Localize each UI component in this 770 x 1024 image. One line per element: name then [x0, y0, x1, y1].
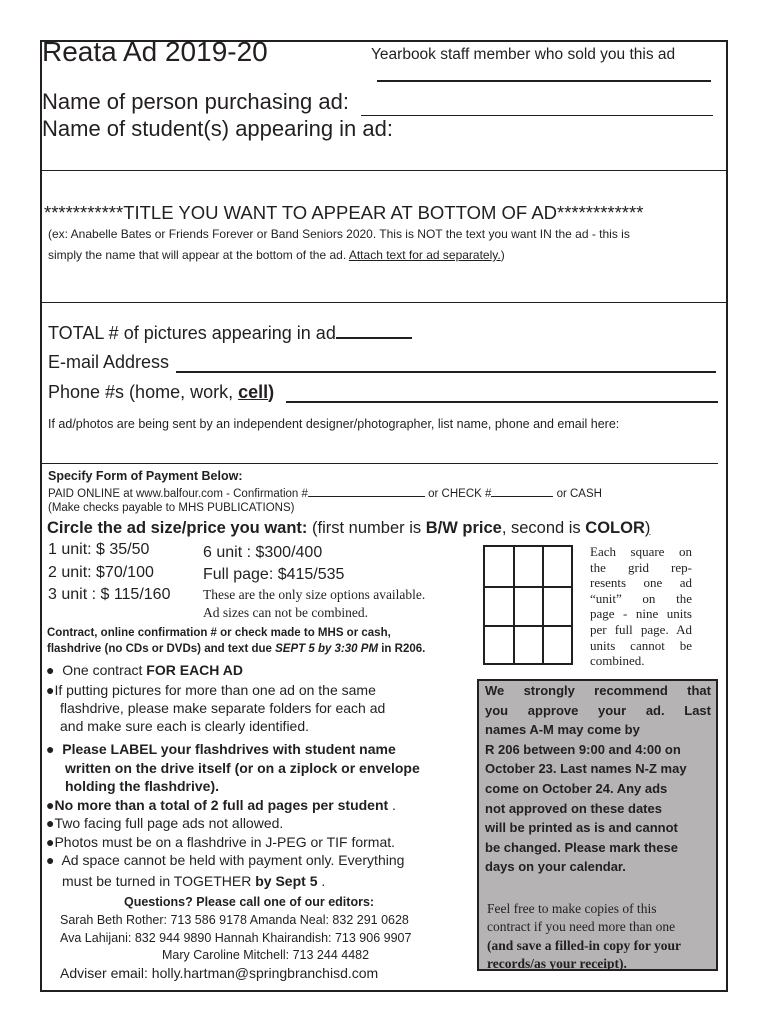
notice-line: be changed. Please mark these: [485, 839, 678, 855]
bullet-facing-pages: ●Two facing full page ads not allowed.: [46, 815, 284, 831]
grid-note: [590, 544, 692, 669]
notice-line: not approved on these dates: [485, 800, 662, 816]
bullet-3-line2: written on the drive itself (or on a ziplock or envelope: [65, 760, 420, 776]
attach-text-note: Attach text for ad separately.: [348, 248, 501, 262]
no-combine-note: Ad sizes can not be combined.: [203, 605, 368, 620]
copies-line1: Feel free to make copies of this: [487, 901, 657, 916]
bullet-1-bold: FOR EACH AD: [146, 662, 243, 678]
email-field[interactable]: [176, 371, 716, 373]
purchaser-label: Name of person purchasing ad:: [42, 89, 349, 114]
bullet-7-end: .: [317, 873, 326, 889]
pictures-row: [48, 321, 412, 344]
bullet-2-line1: If putting pictures for more than one ad on the same: [54, 682, 376, 698]
notice-line: you approve your ad. Last: [485, 702, 711, 718]
title-heading: ***********TITLE YOU WANT TO APPEAR AT BOTTOM OF AD************: [44, 202, 644, 223]
bullet-separate-folders: ●If putting pictures for more than one ad on the same: [46, 682, 376, 698]
bw-price-label: B/W price: [425, 519, 502, 537]
editors-line1: Sarah Beth Rother: 713 586 9178 Amanda Neal: 832 291 0628: [60, 913, 409, 927]
notice-line: come on October 24. Any ads: [485, 780, 668, 796]
purchaser-line[interactable]: [361, 115, 713, 116]
designer-note: If ad/photos are being sent by an independent designer/photographer, list name, phone and email here:: [48, 417, 620, 431]
size-heading-part2: , second is: [501, 519, 586, 537]
bullet-max-pages: ●No more than a total of 2 full ad pages per student .: [46, 797, 396, 813]
check-label: or CHECK #: [424, 488, 492, 500]
staff-line[interactable]: [377, 80, 711, 82]
grid-note-line: units cannot be: [590, 637, 692, 653]
designer-line[interactable]: [42, 463, 718, 464]
notice-line: October 23. Last names N-Z may: [485, 761, 687, 777]
save-copy-line2: records/as your receipt).: [487, 956, 627, 971]
editors-heading: Questions? Please call one of our editors:: [124, 895, 375, 909]
bullet-5-text: Two facing full page ads not allowed.: [54, 815, 284, 831]
bullet-1-prefix: One contract: [62, 662, 147, 678]
staff-label: Yearbook staff member who sold you this ad: [371, 46, 676, 63]
size-option-3-unit[interactable]: 3 unit : $ 115/160: [48, 586, 171, 603]
ad-unit-grid: [483, 545, 573, 665]
size-heading: [47, 519, 650, 538]
approval-notice-text: [485, 681, 711, 877]
grid-note-line: Each square on: [590, 544, 692, 559]
bullet-label-flashdrives: ● Please LABEL your flashdrives with student name: [46, 741, 396, 757]
bullet-7-bold: by Sept 5: [255, 873, 318, 889]
form-title: Reata Ad 2019-20: [42, 36, 268, 67]
size-option-full-page[interactable]: Full page: $415/535: [203, 566, 345, 583]
deadline-line1: Contract, online confirmation # or check made to MHS or cash,: [47, 627, 391, 639]
bullet-7-line2: [62, 873, 325, 889]
notice-line: We strongly recommend that: [485, 683, 711, 698]
students-label: Name of student(s) appearing in ad:: [42, 116, 393, 141]
phone-field[interactable]: [286, 401, 718, 403]
bullet-photo-format: ●Photos must be on a flashdrive in J-PEG or TIF format.: [46, 834, 396, 850]
bullet-ad-space: ● Ad space cannot be held with payment only. Everything: [46, 852, 405, 868]
bullet-2-line2: flashdrive, please make separate folders for each ad: [60, 700, 386, 716]
grid-note-line: combined.: [590, 653, 645, 669]
grid-note-line: the grid rep-: [590, 559, 692, 575]
bullet-3-line1: Please LABEL your flashdrives with student name: [62, 741, 396, 757]
size-heading-bold: Circle the ad size/price you want:: [47, 519, 308, 537]
check-field[interactable]: [491, 486, 553, 497]
bullet-4-bold: No more than a total of 2 full ad pages per student: [54, 797, 389, 813]
notice-line: R 206 between 9:00 and 4:00 on: [485, 741, 681, 757]
deadline-line2: [47, 643, 425, 655]
bullet-7-line1: Ad space cannot be held with payment only. Everything: [61, 852, 405, 868]
adviser-email[interactable]: Adviser email: holly.hartman@springbranchisd.com: [60, 965, 379, 981]
save-copy-line1: (and save a filled-in copy for your: [487, 938, 682, 953]
bullet-2-line3: and make sure each is clearly identified.: [60, 718, 310, 734]
only-sizes-note: These are the only size options available.: [203, 587, 426, 602]
phone-label-cell: cell: [238, 382, 269, 402]
size-heading-end: ): [644, 519, 651, 537]
phone-label: [48, 382, 274, 403]
bullet-3-line3: holding the flashdrive).: [65, 778, 220, 794]
confirmation-field[interactable]: [308, 486, 425, 497]
title-line[interactable]: [42, 302, 726, 303]
bullet-6-text: Photos must be on a flashdrive in J-PEG or TIF format.: [54, 834, 396, 850]
editors-line3: Mary Caroline Mitchell: 713 244 4482: [162, 948, 370, 962]
bullet-7-prefix: must be turned in TOGETHER: [62, 873, 256, 889]
size-option-2-unit[interactable]: 2 unit: $70/100: [48, 564, 154, 581]
size-heading-part1: (first number is: [307, 519, 426, 537]
phone-label-suffix: ): [268, 382, 275, 402]
cash-label: or CASH: [553, 488, 602, 500]
size-option-1-unit[interactable]: 1 unit: $ 35/50: [48, 541, 150, 558]
deadline-date: SEPT 5 by 3:30 PM: [275, 643, 379, 655]
bullet-one-contract: ● One contract FOR EACH AD: [46, 662, 243, 678]
payment-line: [48, 486, 602, 500]
phone-label-prefix: Phone #s (home, work,: [48, 382, 239, 402]
notice-line: names A-M may come by: [485, 722, 640, 738]
size-option-6-unit[interactable]: 6 unit : $300/400: [203, 544, 323, 561]
grid-note-line: per full page. Ad: [590, 621, 692, 637]
notice-line: will be printed as is and cannot: [485, 820, 678, 836]
grid-note-line: resents one ad: [590, 575, 692, 591]
example-line2-prefix: simply the name that will appear at the bottom of the ad.: [48, 248, 349, 262]
title-example-line1: (ex: Anabelle Bates or Friends Forever or Band Seniors 2020. This is NOT the text you want IN the ad - this is: [48, 227, 630, 241]
notice-line: days on your calendar.: [485, 859, 626, 875]
color-price-label: COLOR: [585, 519, 645, 537]
pictures-field[interactable]: [336, 321, 412, 339]
paid-online-label: PAID ONLINE at www.balfour.com - Confirmation #: [48, 488, 308, 500]
grid-note-line: “unit” on the: [590, 590, 692, 606]
pictures-label: TOTAL # of pictures appearing in ad: [48, 323, 336, 343]
email-label: E-mail Address: [48, 352, 170, 372]
checks-note: (Make checks payable to MHS PUBLICATIONS): [48, 502, 295, 514]
editors-line2: Ava Lahijani: 832 944 9890 Hannah Khairandish: 713 906 9907: [60, 931, 412, 945]
copies-line2: contract if you need more than one: [487, 919, 676, 934]
title-example-line2: [48, 248, 505, 262]
students-line[interactable]: [42, 170, 726, 171]
deadline-line2-prefix: flashdrive (no CDs or DVDs) and text due: [47, 643, 276, 655]
bullet-4-end: .: [388, 797, 396, 813]
deadline-line2-suffix: in R206.: [378, 643, 426, 655]
payment-heading: Specify Form of Payment Below:: [48, 469, 243, 483]
example-line2-suffix: ): [500, 248, 505, 262]
grid-note-line: page - nine units: [590, 606, 692, 622]
